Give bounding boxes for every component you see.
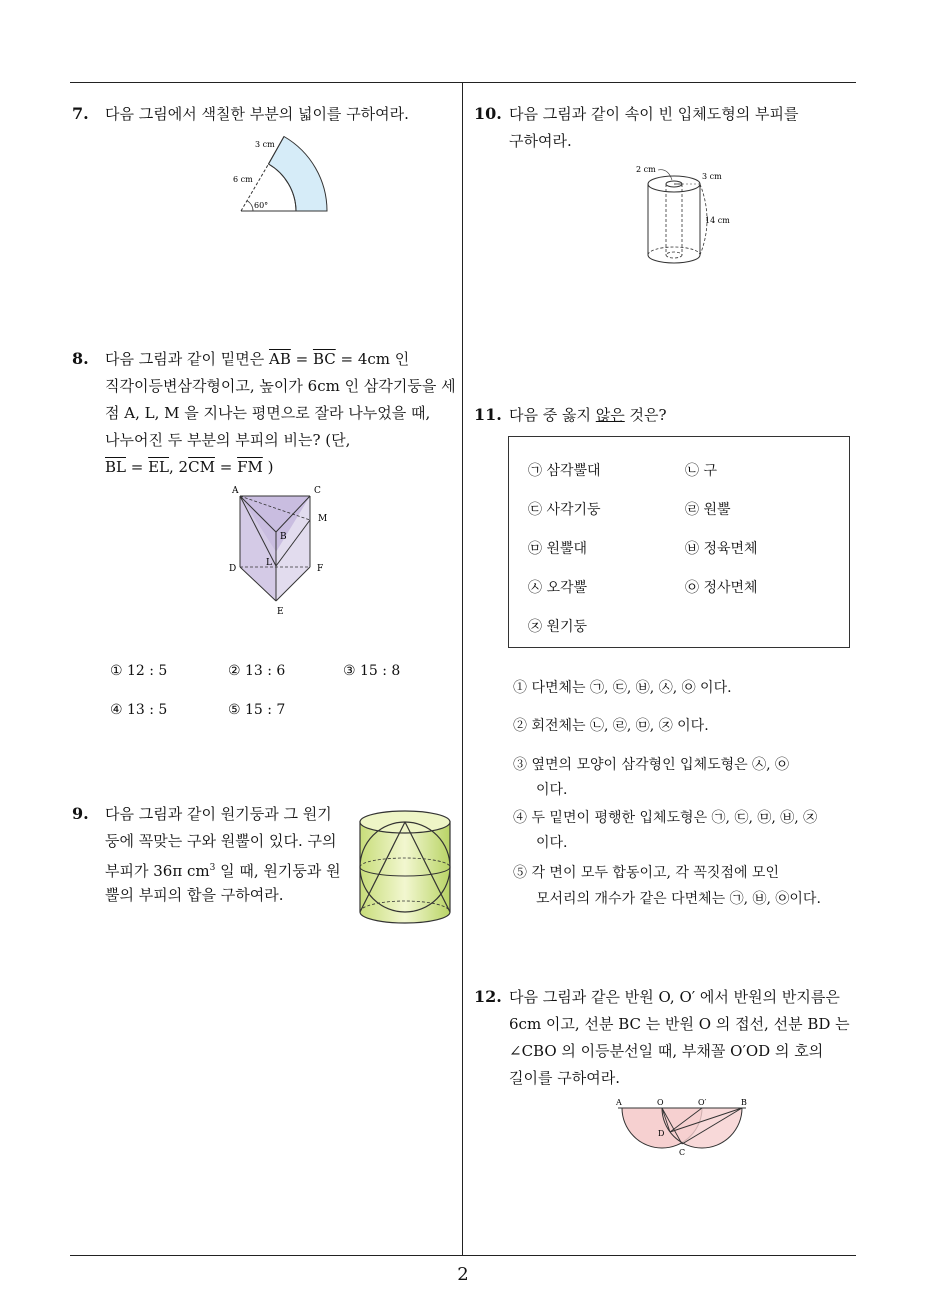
q8-fig-D: D bbox=[229, 564, 237, 574]
q11-option-5[interactable]: ⑤ 각 면이 모두 합동이고, 각 꼭짓점에 모인 bbox=[513, 865, 779, 881]
q12-fig-A: A bbox=[616, 1098, 622, 1107]
q11-option-1[interactable]: ① 다면체는 ㉠, ㉢, ㉥, ㉦, ㉧ 이다. bbox=[513, 680, 732, 696]
q8-fig-C: C bbox=[314, 486, 321, 496]
q11-number: 11. bbox=[474, 405, 502, 424]
q8-choice-3[interactable]: ③ 15 : 8 bbox=[343, 663, 401, 679]
q9-line4: 뿔의 부피의 합을 구하여라. bbox=[105, 886, 284, 904]
q8-line2: 직각이등변삼각형이고, 높이가 6cm 인 삼각기둥을 세 bbox=[105, 377, 456, 395]
q8-line1-b: = 4cm 인 bbox=[335, 350, 410, 368]
q8-fig-B: B bbox=[280, 532, 287, 542]
q8-fig-M: M bbox=[318, 514, 328, 524]
q9-line3 bbox=[105, 855, 341, 884]
q11-text-underlined: 않은 bbox=[595, 406, 625, 424]
q11-item-4: ㉣ 원뿔 bbox=[685, 502, 731, 518]
q10-label-2cm: 2 cm bbox=[636, 165, 656, 174]
column-divider bbox=[462, 83, 463, 1256]
q8-close: ) bbox=[262, 458, 274, 476]
q9-number: 9. bbox=[72, 804, 89, 823]
q8-bl: $\overline{BL}$ bbox=[105, 458, 126, 476]
q9-line1: 다음 그림과 같이 원기둥과 그 원기 bbox=[105, 805, 332, 823]
q8-line4: 나누어진 두 부분의 부피의 비는? (단, bbox=[105, 431, 351, 449]
q8-ab: $\overline{AB}$ bbox=[268, 350, 291, 368]
top-rule bbox=[70, 82, 856, 83]
q12-semicircle-figure bbox=[612, 1094, 760, 1164]
q12-fig-C: C bbox=[679, 1148, 686, 1157]
q7-label-3cm: 3 cm bbox=[255, 140, 275, 149]
q8-line1 bbox=[105, 346, 409, 372]
q7-label-angle: 60° bbox=[254, 201, 269, 210]
q8-eq1: = bbox=[290, 350, 313, 368]
q11-item-5: ㉤ 원뿔대 bbox=[528, 541, 588, 557]
q9-line3-a: 부피가 36π cm bbox=[105, 862, 210, 880]
q8-eq2: = bbox=[125, 458, 149, 476]
q9-line2: 둥에 꼭맞는 구와 원뿔이 있다. 구의 bbox=[105, 832, 337, 850]
q10-label-3cm: 3 cm bbox=[702, 172, 722, 181]
q12-line2: 6cm 이고, 선분 BC 는 반원 O 의 접선, 선분 BD 는 bbox=[509, 1015, 850, 1033]
q10-label-14cm: 14 cm bbox=[705, 216, 730, 225]
q8-fig-A: A bbox=[232, 486, 239, 496]
q11-option-4-cont: 이다. bbox=[536, 835, 568, 851]
q11-item-8: ㉧ 정사면체 bbox=[685, 580, 758, 596]
q8-bc: $\overline{BC}$ bbox=[312, 350, 336, 368]
q8-number: 8. bbox=[72, 349, 89, 368]
q11-item-3: ㉢ 사각기둥 bbox=[528, 502, 601, 518]
q8-choice-1[interactable]: ① 12 : 5 bbox=[110, 663, 168, 679]
q12-fig-D: D bbox=[658, 1129, 665, 1138]
q12-fig-O: O bbox=[657, 1098, 664, 1107]
q7-text: 다음 그림에서 색칠한 부분의 넓이를 구하여라. bbox=[105, 105, 409, 123]
q11-option-3[interactable]: ③ 옆면의 모양이 삼각형인 입체도형은 ㉦, ㉧ bbox=[513, 757, 790, 773]
q12-line4: 길이를 구하여라. bbox=[509, 1069, 620, 1087]
q11-option-2[interactable]: ② 회전체는 ㉡, ㉣, ㉤, ㉨ 이다. bbox=[513, 718, 709, 734]
q12-fig-B: B bbox=[741, 1098, 747, 1107]
q8-eq3: = bbox=[214, 458, 238, 476]
q8-fig-L: L bbox=[266, 558, 272, 568]
page-number: 2 bbox=[457, 1264, 469, 1285]
q10-line1: 다음 그림과 같이 속이 빈 입체도형의 부피를 bbox=[509, 105, 799, 123]
q8-choice-5[interactable]: ⑤ 15 : 7 bbox=[228, 702, 286, 718]
q12-fig-O-prime: O′ bbox=[698, 1098, 707, 1107]
q11-item-1: ㉠ 삼각뿔대 bbox=[528, 463, 601, 479]
q8-choice-2[interactable]: ② 13 : 6 bbox=[228, 663, 286, 679]
q10-number: 10. bbox=[474, 104, 502, 123]
q7-number: 7. bbox=[72, 104, 89, 123]
q7-figure bbox=[225, 133, 335, 218]
q8-cm: $\overline{CM}$ bbox=[188, 458, 215, 476]
q11-item-9: ㉨ 원기둥 bbox=[528, 619, 588, 635]
q10-line2: 구하여라. bbox=[509, 132, 572, 150]
q8-el: $\overline{EL}$ bbox=[148, 458, 170, 476]
q8-choice-4[interactable]: ④ 13 : 5 bbox=[110, 702, 168, 718]
q8-fm: $\overline{FM}$ bbox=[237, 458, 263, 476]
q11-text bbox=[509, 402, 667, 428]
q9-line3-b: 일 때, 원기둥과 원 bbox=[215, 862, 341, 880]
q8-fig-E: E bbox=[277, 607, 284, 617]
q8-line3: 점 A, L, M 을 지나는 평면으로 잘라 나누었을 때, bbox=[105, 404, 431, 422]
bottom-rule bbox=[70, 1255, 856, 1256]
q12-line3: ∠CBO 의 이등분선일 때, 부채꼴 O′OD 의 호의 bbox=[509, 1042, 824, 1060]
q8-mid: , 2 bbox=[169, 458, 189, 476]
q10-hollow-cylinder-figure bbox=[628, 160, 738, 272]
q11-text-b: 것은? bbox=[624, 406, 667, 424]
q11-option-5-cont: 모서리의 개수가 같은 다면체는 ㉠, ㉥, ㉧이다. bbox=[536, 891, 821, 907]
q12-number: 12. bbox=[474, 987, 502, 1006]
q8-fig-F: F bbox=[317, 564, 324, 574]
q11-option-3-cont: 이다. bbox=[536, 782, 568, 798]
q7-label-6cm: 6 cm bbox=[233, 175, 253, 184]
q11-text-a: 다음 중 옳지 bbox=[509, 406, 596, 424]
q9-line3-sup: 3 bbox=[209, 863, 216, 873]
q11-item-6: ㉥ 정육면체 bbox=[685, 541, 758, 557]
q8-line5 bbox=[105, 454, 273, 480]
q11-option-4[interactable]: ④ 두 밑면이 평행한 입체도형은 ㉠, ㉢, ㉤, ㉥, ㉨ bbox=[513, 810, 818, 826]
q8-line1-a: 다음 그림과 같이 밑면은 bbox=[105, 350, 269, 368]
q9-cylinder-figure bbox=[356, 806, 454, 928]
q11-item-2: ㉡ 구 bbox=[685, 463, 717, 479]
q8-prism-figure bbox=[228, 484, 343, 619]
q12-line1: 다음 그림과 같은 반원 O, O′ 에서 반원의 반지름은 bbox=[509, 988, 840, 1006]
q11-item-7: ㉦ 오각뿔 bbox=[528, 580, 588, 596]
